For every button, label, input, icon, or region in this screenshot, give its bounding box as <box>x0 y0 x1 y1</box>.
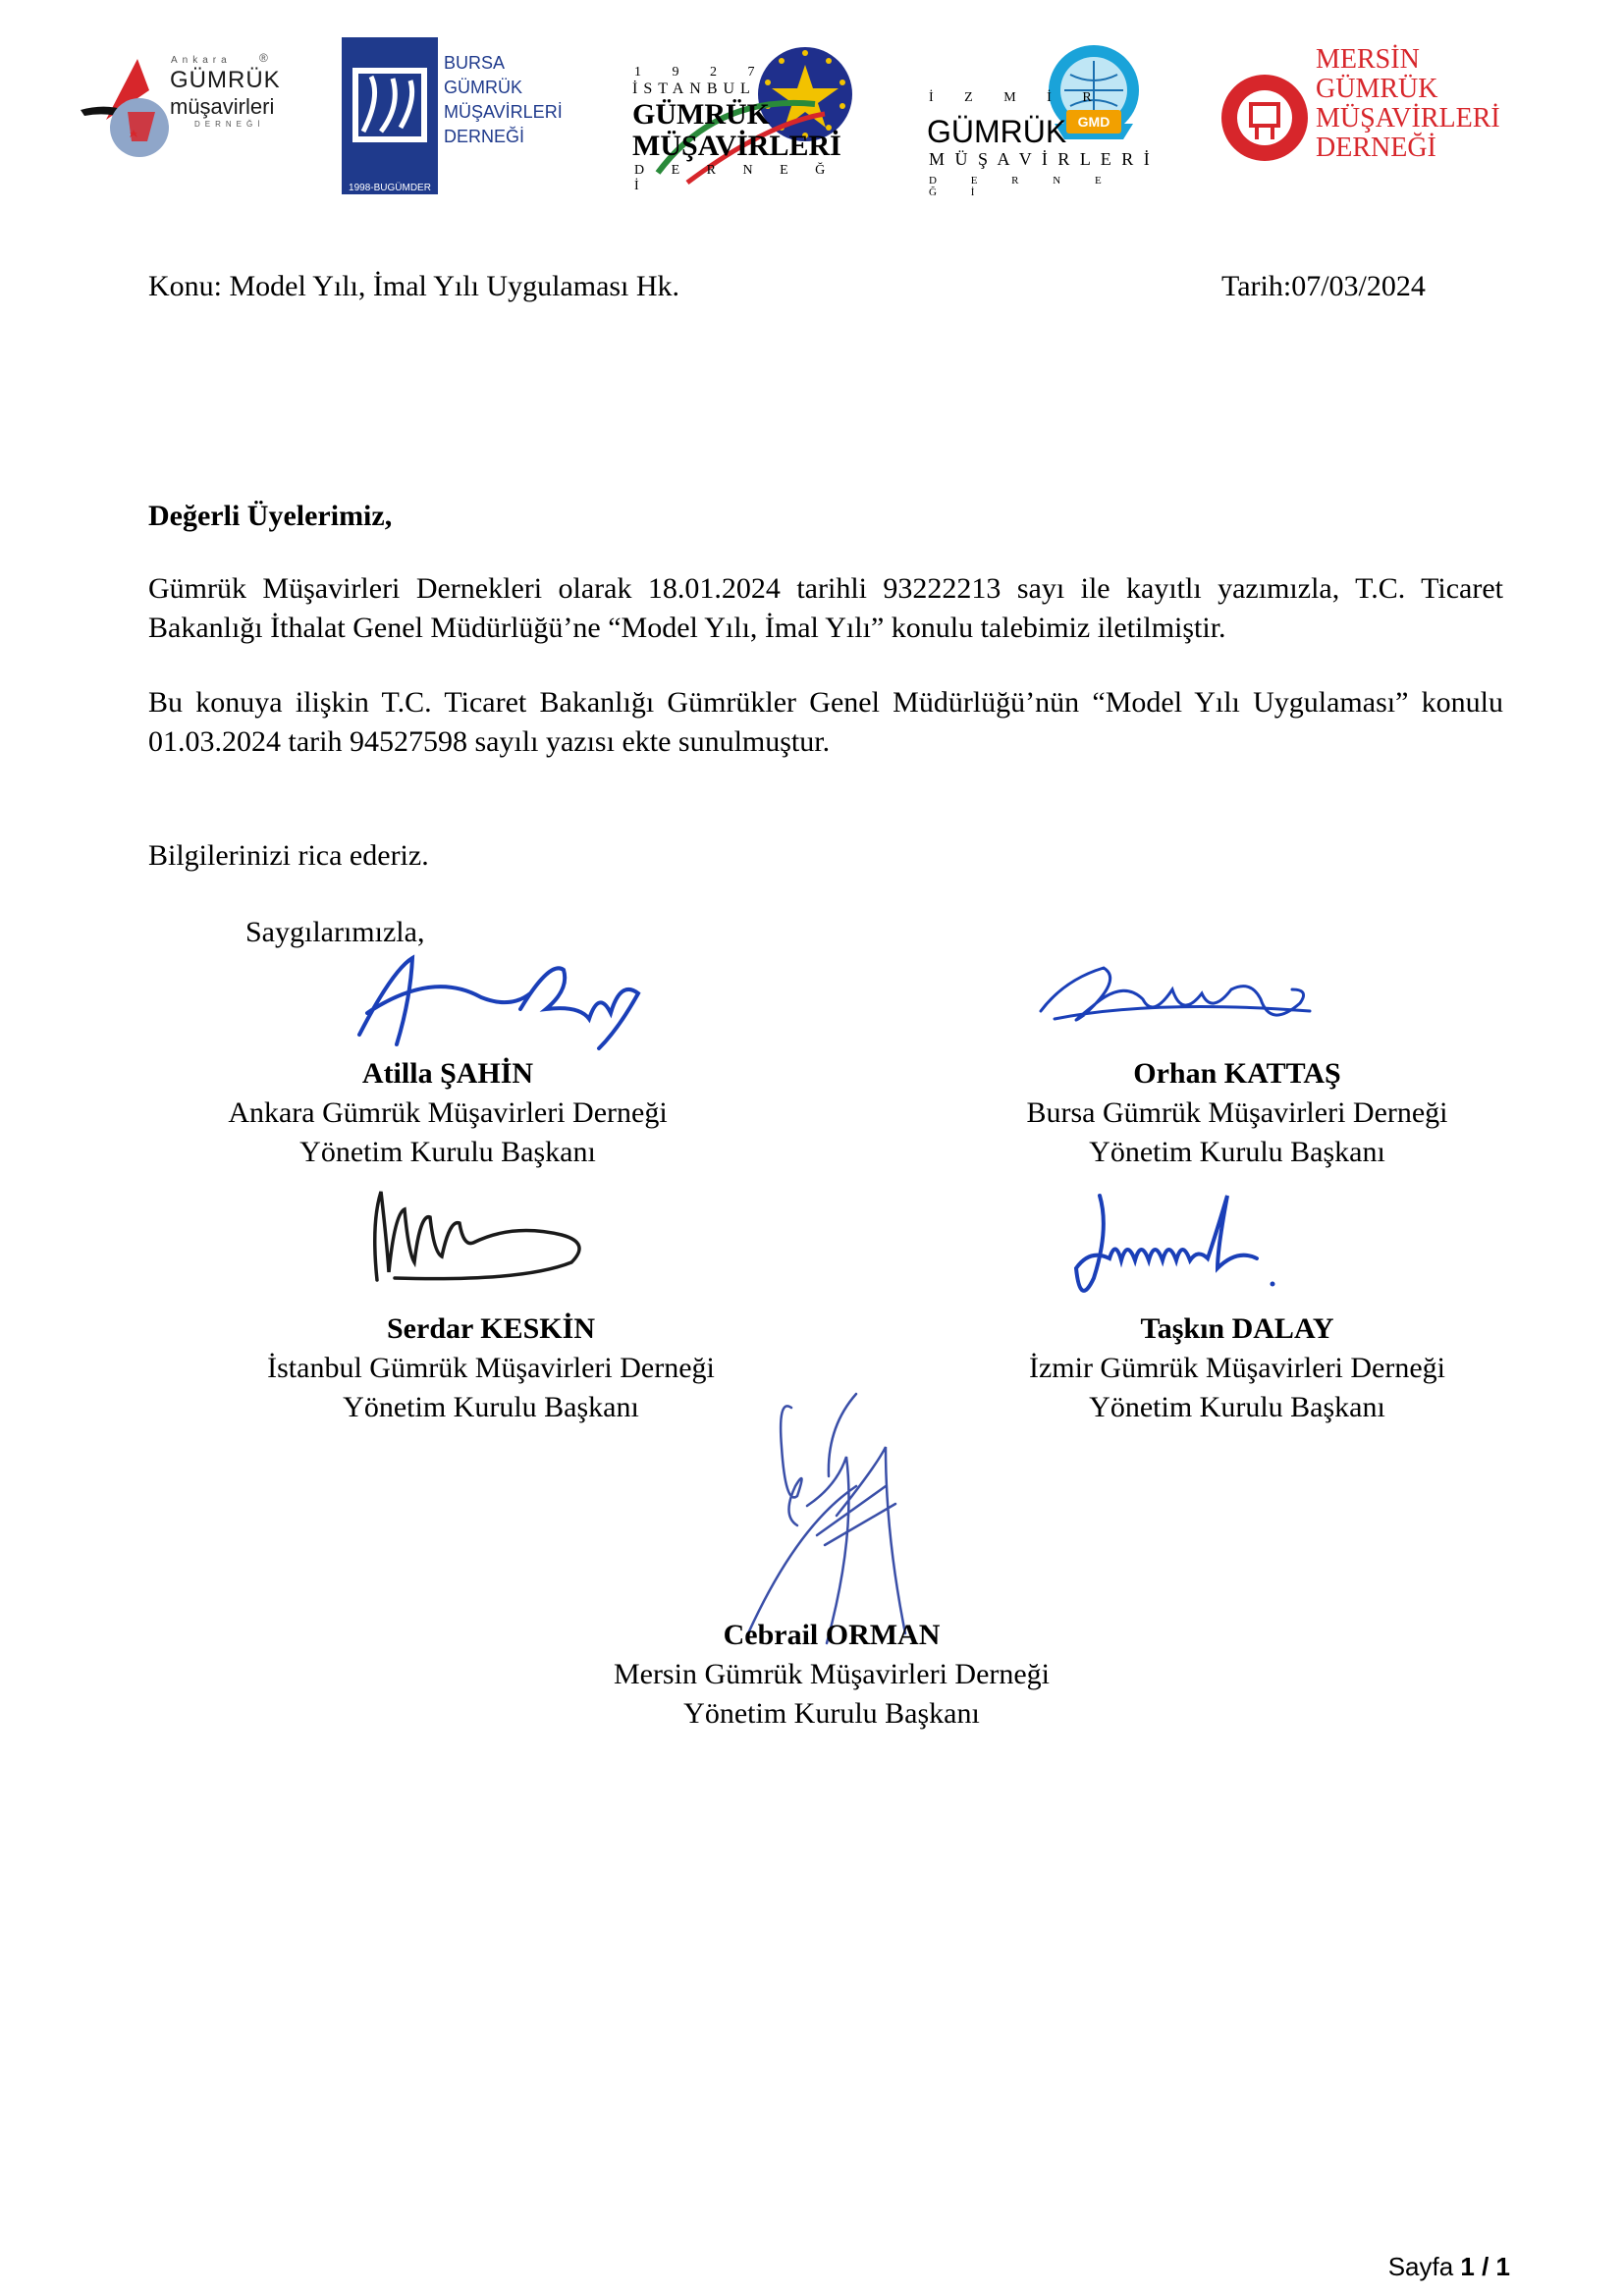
bursa-logo-line2: GÜMRÜK <box>444 78 522 97</box>
closing-line: Saygılarımızla, <box>245 916 425 948</box>
mersin-logo-line2: GÜMRÜK <box>1316 74 1438 104</box>
signatory-org: İzmir Gümrük Müşavirleri Derneği <box>1028 1352 1446 1384</box>
signatory-name: Cebrail ORMAN <box>723 1619 941 1651</box>
bursa-logo-box <box>342 37 438 194</box>
istanbul-logo-line4: MÜŞAVİRLERİ <box>632 130 841 162</box>
bursa-logo-line4: DERNEĞİ <box>444 127 525 146</box>
mersin-logo-line4: DERNEĞİ <box>1316 133 1436 163</box>
signature-sahin <box>353 950 648 1058</box>
subject-line: Konu: Model Yılı, İmal Yılı Uygulaması Hk. <box>148 270 680 302</box>
signature-dalay <box>1070 1190 1286 1308</box>
signatory-block-3 <box>177 1309 805 1427</box>
istanbul-logo-line3: GÜMRÜK <box>632 98 770 131</box>
izmir-logo-city: İ Z M İ R <box>929 90 1106 105</box>
ankara-logo-line3: müşavirleri <box>170 94 275 119</box>
signatory-block-4 <box>933 1309 1542 1427</box>
signatory-name: Serdar KESKİN <box>387 1312 595 1345</box>
signatory-name: Atilla ŞAHİN <box>361 1057 534 1090</box>
signatory-title: Yönetim Kurulu Başkanı <box>343 1391 639 1423</box>
signatory-org: Bursa Gümrük Müşavirleri Derneği <box>1026 1096 1448 1129</box>
bursa-logo-line3: MÜŞAVİRLERİ <box>444 102 563 122</box>
signatory-block-5 <box>517 1616 1146 1734</box>
bursa-logo-text <box>444 51 563 149</box>
page-label: Sayfa <box>1387 2252 1461 2281</box>
istanbul-logo-line5: D E R N E Ğ İ <box>634 163 838 193</box>
istanbul-logo-year: 1 9 2 7 <box>634 65 769 80</box>
signature-kattas <box>1035 960 1320 1039</box>
registered-mark: ® <box>259 51 268 65</box>
izmir-logo <box>927 35 1153 198</box>
request-line: Bilgilerinizi rica ederiz. <box>148 839 429 872</box>
signatory-org: İstanbul Gümrük Müşavirleri Derneği <box>267 1352 715 1384</box>
ankara-logo-line1: Ankara <box>171 55 232 66</box>
signatory-block-1 <box>134 1054 762 1172</box>
mersin-logo <box>1218 35 1500 202</box>
page-number: 1 / 1 <box>1460 2252 1510 2281</box>
bursa-emblem-icon <box>342 37 438 175</box>
signature-keskin <box>365 1184 601 1292</box>
signatory-title: Yönetim Kurulu Başkanı <box>299 1136 596 1168</box>
izmir-logo-badge: GMD <box>1066 110 1121 133</box>
signatory-title: Yönetim Kurulu Başkanı <box>683 1697 980 1730</box>
signature-orman <box>738 1388 935 1653</box>
izmir-logo-line4: D E R N E Ğ İ <box>929 175 1117 198</box>
bursa-logo-caption: 1998-BUGÜMDER <box>349 183 431 193</box>
izmir-logo-line2: GÜMRÜK <box>927 114 1067 149</box>
ankara-logo <box>77 51 281 169</box>
signatory-name: Orhan KATTAŞ <box>1133 1057 1341 1090</box>
greeting: Değerli Üyelerimiz, <box>148 500 393 532</box>
paragraph-2: Bu konuya ilişkin T.C. Ticaret Bakanlığı Gümrükler Genel Müdürlüğü’nün “Model Yılı Uygulaması” konulu 01.03.2024 tarih 94527598 sayılı yazısı ekte sunulmuştur. <box>148 686 1503 758</box>
ankara-logo-line4: DERNEĞİ <box>194 120 265 129</box>
signatory-org: Ankara Gümrük Müşavirleri Derneği <box>228 1096 668 1129</box>
istanbul-logo <box>628 35 854 193</box>
signatory-name: Taşkın DALAY <box>1140 1312 1334 1345</box>
istanbul-logo-city: İSTANBUL <box>632 80 756 97</box>
mersin-logo-line3: MÜŞAVİRLERİ <box>1316 103 1500 133</box>
signatory-title: Yönetim Kurulu Başkanı <box>1089 1391 1385 1423</box>
paragraph-1: Gümrük Müşavirleri Dernekleri olarak 18.01.2024 tarihli 93222213 sayı ile kayıtlı yazımızla, T.C. Ticaret Bakanlığı İthalat Genel Müdürlüğü’ne “Model Yılı, İmal Yılı” konulu talebimiz iletilmiştir. <box>148 572 1503 644</box>
signatory-org: Mersin Gümrük Müşavirleri Derneği <box>613 1658 1051 1690</box>
mersin-logo-text <box>1316 45 1500 163</box>
ankara-logo-line2: GÜMRÜK <box>170 67 281 93</box>
izmir-logo-line3: M Ü Ş A V İ R L E R İ <box>929 149 1153 169</box>
signatory-block-2 <box>933 1054 1542 1172</box>
signatory-title: Yönetim Kurulu Başkanı <box>1089 1136 1385 1168</box>
page-footer <box>1388 2252 1510 2282</box>
mersin-emblem-icon <box>1218 35 1312 200</box>
date-line: Tarih:07/03/2024 <box>1221 270 1426 302</box>
bursa-logo-line1: BURSA <box>444 53 506 73</box>
mersin-logo-line1: MERSİN <box>1316 44 1420 75</box>
